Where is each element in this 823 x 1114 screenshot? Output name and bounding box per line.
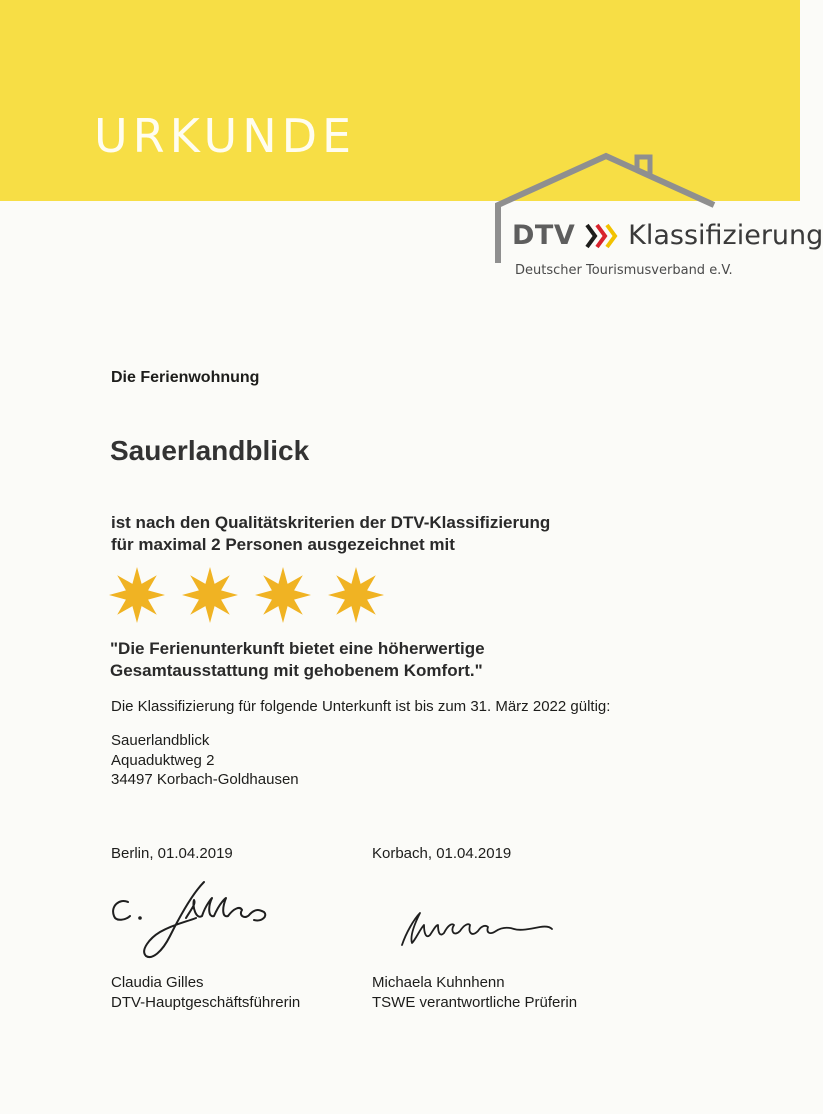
right-signatory (372, 973, 577, 1012)
quote-line: "Die Ferienunterkunft bietet eine höherwertige (110, 639, 485, 658)
star-icon (255, 567, 311, 623)
criteria-text (111, 512, 550, 556)
property-name: Sauerlandblick (110, 435, 310, 466)
property-address (111, 731, 299, 790)
dtv-product: Klassifizierung (628, 220, 823, 251)
right-place-date: Korbach, 01.04.2019 (372, 845, 512, 862)
criteria-line: ist nach den Qualitätskriterien der DTV-Klassifizierung (111, 513, 551, 532)
signature-kuhnhenn (390, 895, 570, 955)
left-signatory (111, 973, 300, 1012)
star-icon (109, 567, 165, 623)
dtv-brand: DTV (512, 220, 576, 251)
signatory-role: DTV-Hauptgeschäftsführerin (111, 993, 301, 1011)
certificate-title: URKUNDE (94, 109, 357, 163)
accommodation-category: Die Ferienwohnung (111, 369, 260, 386)
quote-line: Gesamtausstattung mit gehobenem Komfort." (110, 661, 483, 680)
dtv-logo (512, 220, 823, 260)
signature-gilles (100, 872, 300, 962)
left-place-date: Berlin, 01.04.2019 (111, 845, 233, 862)
star-icon (182, 567, 238, 623)
star-rating (108, 565, 398, 625)
criteria-line: für maximal 2 Personen ausgezeichnet mit (111, 535, 455, 554)
address-city: 34497 Korbach-Goldhausen (111, 771, 299, 788)
validity-statement: Die Klassifizierung für folgende Unterkunft ist bis zum 31. März 2022 gültig: (111, 698, 611, 715)
signatory-name: Claudia Gilles (111, 974, 204, 991)
dtv-chevrons-icon (584, 222, 620, 250)
address-name: Sauerlandblick (111, 732, 210, 749)
signatory-role: TSWE verantwortliche Prüferin (372, 993, 578, 1011)
address-street: Aquaduktweg 2 (111, 751, 215, 769)
rating-quote (110, 638, 485, 682)
dtv-subtitle: Deutscher Tourismusverband e.V. (515, 263, 733, 278)
signatory-name: Michaela Kuhnhenn (372, 974, 505, 991)
star-icon (328, 567, 384, 623)
